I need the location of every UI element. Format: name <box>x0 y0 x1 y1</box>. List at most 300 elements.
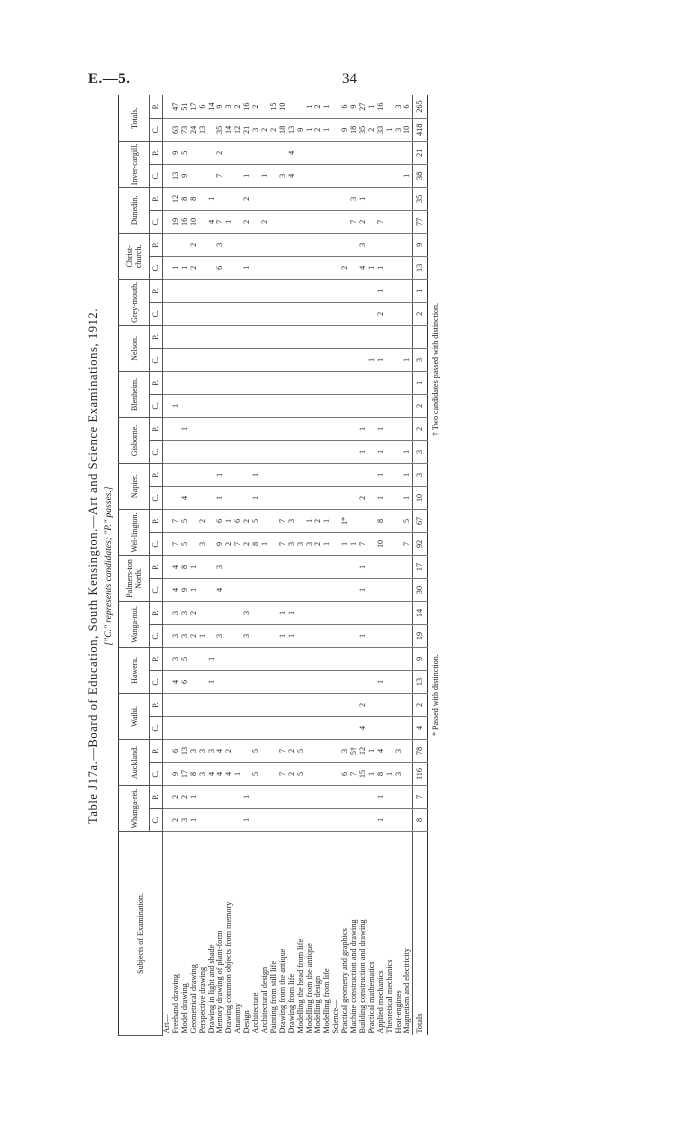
cell-value <box>261 348 270 371</box>
table-row <box>252 95 261 1035</box>
cell-value: 2 <box>243 532 252 555</box>
cell-value <box>332 601 341 624</box>
cell-value: 4 <box>208 210 217 233</box>
cell-value <box>225 256 234 279</box>
cell-value <box>368 647 377 670</box>
cell-value <box>377 578 386 601</box>
cell-value <box>279 809 288 832</box>
cell-value <box>332 809 341 832</box>
cell-value <box>279 210 288 233</box>
passes-header: P. <box>150 693 163 716</box>
cell-value: 1 <box>234 762 243 785</box>
cell-value: 1 <box>279 624 288 647</box>
cell-value <box>297 187 306 210</box>
cell-value: 5 <box>297 739 306 762</box>
table-row <box>377 95 386 1035</box>
cell-value <box>261 647 270 670</box>
cell-value <box>190 371 199 394</box>
cell-value: 3 <box>279 164 288 187</box>
cell-value <box>225 670 234 693</box>
cell-value <box>243 647 252 670</box>
cell-value: 8 <box>252 532 261 555</box>
cell-value: 12 <box>234 118 243 141</box>
cell-value <box>395 141 404 164</box>
cell-value: 1 <box>377 256 386 279</box>
cell-value <box>377 601 386 624</box>
cell-value <box>181 463 190 486</box>
cell-value <box>306 302 315 325</box>
cell-value: 1 <box>190 809 199 832</box>
cell-value <box>252 716 261 739</box>
cell-value: 1 <box>172 394 181 417</box>
cell-value <box>386 785 395 808</box>
cell-value <box>288 417 297 440</box>
cell-value <box>395 302 404 325</box>
cell-value <box>314 716 323 739</box>
cell-value <box>270 325 279 348</box>
cell-value <box>386 578 395 601</box>
passes-header: P. <box>150 325 163 348</box>
cell-value: 9 <box>341 118 350 141</box>
cell-value <box>297 785 306 808</box>
cell-value: 1 <box>172 256 181 279</box>
cell-value <box>341 647 350 670</box>
cell-value <box>225 371 234 394</box>
cell-value <box>208 394 217 417</box>
cell-value <box>225 325 234 348</box>
cell-value <box>234 440 243 463</box>
cell-value <box>297 486 306 509</box>
cell-value: 2 <box>234 95 243 118</box>
cell-value: 2 <box>288 739 297 762</box>
cell-value <box>252 141 261 164</box>
totals-row <box>413 95 428 1035</box>
cell-value: 8 <box>181 555 190 578</box>
cell-value <box>216 693 225 716</box>
cell-value <box>314 233 323 256</box>
cell-value <box>332 394 341 417</box>
centre-header: Wel-lington. <box>119 509 150 555</box>
cell-value <box>297 647 306 670</box>
cell-value: 7 <box>350 762 359 785</box>
cell-value <box>225 187 234 210</box>
cell-value: 13 <box>288 118 297 141</box>
cell-value <box>368 394 377 417</box>
cell-value <box>163 302 172 325</box>
cell-value: 1 <box>368 739 377 762</box>
subject-label: Magnetism and electricity <box>402 948 412 1034</box>
cell-value: 1 <box>377 486 386 509</box>
cell-value <box>261 693 270 716</box>
cell-value <box>225 555 234 578</box>
cell-value <box>306 601 315 624</box>
cell-value <box>314 647 323 670</box>
cell-value <box>243 302 252 325</box>
cell-value: 2 <box>181 785 190 808</box>
cell-value <box>225 578 234 601</box>
cell-value <box>297 325 306 348</box>
cell-value <box>270 417 279 440</box>
cell-value: 1 <box>377 809 386 832</box>
cell-value: 15 <box>270 95 279 118</box>
exam-results-table <box>118 95 428 1036</box>
cell-value: 7 <box>216 164 225 187</box>
cell-value <box>368 164 377 187</box>
cell-value <box>403 210 412 233</box>
cell-value <box>332 210 341 233</box>
cell-value <box>306 210 315 233</box>
cell-value: 5 <box>252 739 261 762</box>
cell-value: 1 <box>359 578 368 601</box>
cell-value <box>190 716 199 739</box>
cell-value <box>252 809 261 832</box>
cell-value <box>288 555 297 578</box>
cell-value <box>225 624 234 647</box>
cell-value <box>199 256 208 279</box>
cell-value <box>216 440 225 463</box>
cell-value <box>395 210 404 233</box>
cell-value <box>225 141 234 164</box>
cell-value <box>216 371 225 394</box>
cell-value: 8 <box>190 187 199 210</box>
cell-value <box>252 647 261 670</box>
cell-value <box>225 164 234 187</box>
cell-value <box>225 440 234 463</box>
cell-value: 1 <box>323 509 332 532</box>
cell-value <box>350 394 359 417</box>
cell-value: 2 <box>190 256 199 279</box>
cell-value: 7 <box>172 532 181 555</box>
cell-value <box>395 578 404 601</box>
cell-value: 1 <box>181 256 190 279</box>
table-row <box>270 95 279 1035</box>
passes-header: P. <box>150 371 163 394</box>
cell-value <box>297 164 306 187</box>
cell-value <box>306 716 315 739</box>
cell-value <box>199 371 208 394</box>
cell-value <box>314 463 323 486</box>
cell-value <box>306 394 315 417</box>
cell-value: 10 <box>403 118 412 141</box>
cell-value <box>216 647 225 670</box>
cell-value <box>225 233 234 256</box>
cell-value: 2 <box>314 509 323 532</box>
cell-value <box>332 785 341 808</box>
cell-value <box>243 693 252 716</box>
cell-value <box>350 164 359 187</box>
cell-value <box>403 647 412 670</box>
cell-value: 1 <box>306 118 315 141</box>
cell-value: 3 <box>395 739 404 762</box>
cell-value <box>172 302 181 325</box>
cell-value <box>163 279 172 302</box>
cell-value <box>288 440 297 463</box>
cell-value <box>377 233 386 256</box>
cell-value: 1 <box>208 647 217 670</box>
cell-value <box>208 371 217 394</box>
cell-value <box>306 670 315 693</box>
cell-value <box>190 164 199 187</box>
cell-value: 2 <box>368 118 377 141</box>
cell-value <box>225 394 234 417</box>
cell-value: 13 <box>181 739 190 762</box>
cell-value <box>323 394 332 417</box>
table-row <box>359 95 368 1035</box>
cell-value <box>386 256 395 279</box>
cell-value <box>279 647 288 670</box>
cell-value <box>314 762 323 785</box>
passes-header: P. <box>150 417 163 440</box>
cell-value <box>270 785 279 808</box>
cell-value: 14 <box>208 95 217 118</box>
cell-value <box>163 463 172 486</box>
cell-value <box>403 256 412 279</box>
cell-value <box>252 187 261 210</box>
cell-value: 9 <box>413 647 428 670</box>
cell-value <box>314 141 323 164</box>
cell-value <box>199 601 208 624</box>
cell-value: 1 <box>208 670 217 693</box>
table-row <box>306 95 315 1035</box>
cell-value: 1 <box>341 532 350 555</box>
cell-value: 7 <box>377 210 386 233</box>
cell-value <box>225 463 234 486</box>
cell-value: 6 <box>216 256 225 279</box>
cell-value: 3 <box>216 233 225 256</box>
cell-value: 18 <box>350 118 359 141</box>
cell-value <box>403 325 412 348</box>
cell-value <box>252 440 261 463</box>
cell-value: 4 <box>172 578 181 601</box>
cell-value: 6 <box>234 509 243 532</box>
subjects-header: Subjects of Examination. <box>119 832 163 1036</box>
candidates-header: C. <box>150 118 163 141</box>
cell-value <box>199 233 208 256</box>
cell-value: 5 <box>181 532 190 555</box>
cell-value <box>261 325 270 348</box>
passes-header: P. <box>150 279 163 302</box>
cell-value <box>216 716 225 739</box>
cell-value <box>297 371 306 394</box>
cell-value: 21 <box>413 141 428 164</box>
cell-value <box>350 302 359 325</box>
cell-value <box>234 555 243 578</box>
cell-value <box>403 578 412 601</box>
subject-label: Drawing from life <box>286 973 296 1034</box>
candidates-header: C. <box>150 486 163 509</box>
cell-value: 9 <box>216 532 225 555</box>
cell-value: 6 <box>216 509 225 532</box>
cell-value <box>297 624 306 647</box>
cell-value <box>279 670 288 693</box>
cell-value <box>314 670 323 693</box>
cell-value <box>208 809 217 832</box>
subject-label: Perspective drawing <box>197 966 207 1034</box>
cell-value <box>368 371 377 394</box>
cell-value <box>359 371 368 394</box>
candidates-header: C. <box>150 670 163 693</box>
cell-value <box>350 785 359 808</box>
cell-value: 1 <box>243 785 252 808</box>
cell-value: 19 <box>413 624 428 647</box>
cell-value <box>216 302 225 325</box>
cell-value <box>199 302 208 325</box>
cell-value: 7 <box>279 739 288 762</box>
cell-value <box>252 624 261 647</box>
cell-value <box>225 486 234 509</box>
cell-value <box>314 325 323 348</box>
cell-value <box>279 348 288 371</box>
cell-value <box>261 141 270 164</box>
cell-value: 6 <box>341 762 350 785</box>
subject-label: Memory drawing of plant-form <box>215 930 225 1034</box>
table-row <box>243 95 252 1035</box>
cell-value <box>306 164 315 187</box>
cell-value: 3 <box>252 118 261 141</box>
cell-value <box>403 716 412 739</box>
cell-value <box>216 348 225 371</box>
cell-value <box>199 555 208 578</box>
cell-value: 1 <box>199 624 208 647</box>
cell-value <box>288 95 297 118</box>
passes-header: P. <box>150 141 163 164</box>
cell-value <box>288 256 297 279</box>
cell-value: 4 <box>377 739 386 762</box>
cell-value <box>332 279 341 302</box>
centre-header: Whanga-rei. <box>119 785 150 831</box>
cell-value <box>332 302 341 325</box>
cell-value: 4 <box>359 256 368 279</box>
cell-value: 1 <box>359 624 368 647</box>
cell-value <box>341 555 350 578</box>
cell-value <box>261 371 270 394</box>
table-row <box>288 95 297 1035</box>
cell-value <box>314 394 323 417</box>
cell-value: 3 <box>190 739 199 762</box>
cell-value <box>359 394 368 417</box>
cell-value: 1 <box>225 509 234 532</box>
cell-value <box>341 601 350 624</box>
cell-value <box>323 210 332 233</box>
cell-value <box>279 486 288 509</box>
cell-value: 7 <box>403 532 412 555</box>
table-row <box>234 95 243 1035</box>
cell-value <box>386 440 395 463</box>
cell-value: 7 <box>279 509 288 532</box>
subject-label: Drawing in light and shade <box>206 944 216 1034</box>
cell-value <box>234 394 243 417</box>
cell-value: 1 <box>359 187 368 210</box>
passes-header: P. <box>150 555 163 578</box>
cell-value: 4 <box>359 716 368 739</box>
cell-value: 3 <box>181 624 190 647</box>
cell-value <box>332 693 341 716</box>
cell-value <box>386 210 395 233</box>
cell-value <box>403 141 412 164</box>
cell-value <box>243 371 252 394</box>
cell-value <box>199 486 208 509</box>
cell-value <box>386 463 395 486</box>
cell-value <box>261 279 270 302</box>
cell-value <box>386 325 395 348</box>
cell-value: 2 <box>314 95 323 118</box>
cell-value: 3 <box>208 739 217 762</box>
cell-value: 7 <box>350 210 359 233</box>
cell-value <box>386 394 395 417</box>
cell-value: 1 <box>323 118 332 141</box>
cell-value: 13 <box>413 670 428 693</box>
cell-value: 3 <box>199 762 208 785</box>
cell-value: 1 <box>359 555 368 578</box>
cell-value <box>163 233 172 256</box>
cell-value <box>279 463 288 486</box>
cell-value <box>359 164 368 187</box>
cell-value <box>377 371 386 394</box>
cell-value <box>350 670 359 693</box>
cell-value <box>323 716 332 739</box>
centre-header: Totals. <box>119 95 150 141</box>
cell-value <box>172 716 181 739</box>
cell-value <box>270 233 279 256</box>
cell-value <box>190 440 199 463</box>
cell-value: 10 <box>279 95 288 118</box>
cell-value <box>243 279 252 302</box>
cell-value <box>288 809 297 832</box>
subject-label: Painting from still life <box>268 960 278 1034</box>
cell-value: 2 <box>341 256 350 279</box>
cell-value <box>252 578 261 601</box>
cell-value <box>279 555 288 578</box>
table-row <box>323 95 332 1035</box>
cell-value <box>395 233 404 256</box>
cell-value: 10 <box>413 486 428 509</box>
cell-value <box>386 509 395 532</box>
cell-value <box>323 371 332 394</box>
cell-value <box>234 486 243 509</box>
cell-value <box>216 325 225 348</box>
cell-value: 12 <box>359 739 368 762</box>
centre-header: Gisborne. <box>119 417 150 463</box>
table-subtitle: ["C." represents candidates; "P." passes.] <box>104 486 114 646</box>
cell-value: 24 <box>190 118 199 141</box>
cell-value <box>297 440 306 463</box>
cell-value: 2 <box>190 233 199 256</box>
cell-value: 3 <box>341 739 350 762</box>
cell-value <box>306 417 315 440</box>
cell-value: 1 <box>288 601 297 624</box>
cell-value <box>199 440 208 463</box>
cell-value <box>386 555 395 578</box>
cell-value <box>261 440 270 463</box>
cell-value <box>341 302 350 325</box>
cell-value <box>270 348 279 371</box>
cell-value <box>350 509 359 532</box>
cell-value <box>297 141 306 164</box>
cell-value <box>270 187 279 210</box>
cell-value <box>163 693 172 716</box>
cell-value <box>377 187 386 210</box>
cell-value <box>341 486 350 509</box>
cell-value <box>386 187 395 210</box>
cell-value: 17 <box>413 555 428 578</box>
cell-value: 9 <box>216 95 225 118</box>
cell-value <box>341 463 350 486</box>
cell-value: 16 <box>377 95 386 118</box>
cell-value <box>323 187 332 210</box>
cell-value <box>190 463 199 486</box>
cell-value <box>332 486 341 509</box>
cell-value <box>288 348 297 371</box>
